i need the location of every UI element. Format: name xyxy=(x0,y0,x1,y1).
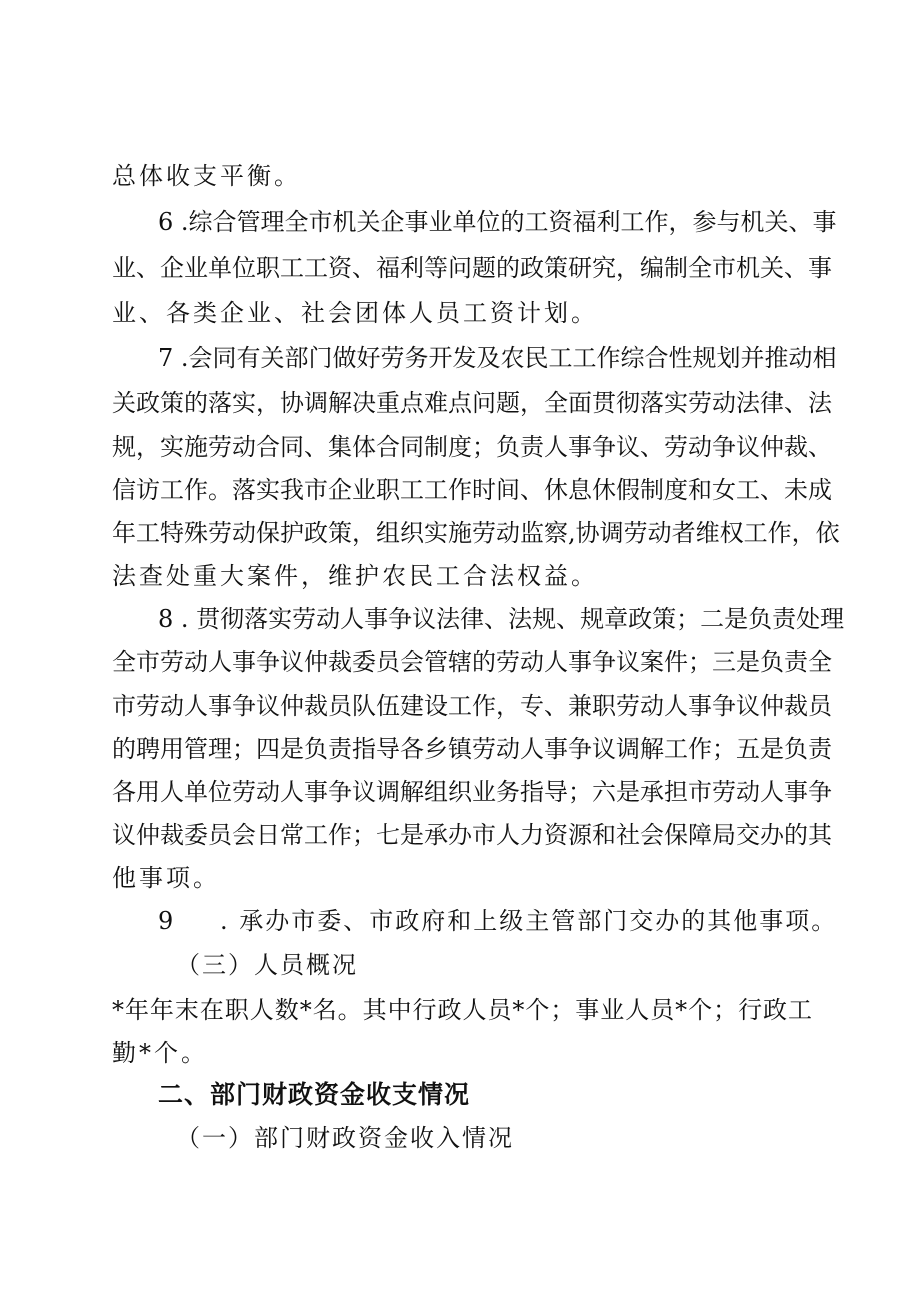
section-2-heading: 二、部门财政资金收支情况 xyxy=(158,1080,471,1109)
item-8-line-3: 市劳动人事争议仲裁员队伍建设工作，专、兼职劳动人事争议仲裁员 xyxy=(112,692,832,720)
item-8-line-4: 的聘用管理；四是负责指导各乡镇劳动人事争议调解工作；五是负责 xyxy=(112,735,832,763)
item-6-line-3: 业、各类企业、社会团体人员工资计划。 xyxy=(112,299,598,327)
item-7-line-2: 关政策的落实，协调解决重点难点问题，全面贯彻落实劳动法律、法 xyxy=(112,389,832,417)
subsection-1-title: （一）部门财政资金收入情况 xyxy=(176,1124,514,1152)
item-8-line-6: 议仲裁委员会日常工作；七是承办市人力资源和社会保障局交办的其 xyxy=(112,821,832,849)
item-8-line-5: 各用人单位劳动人事争议调解组织业务指导；六是承担市劳动人事争 xyxy=(112,778,832,806)
item-8-line-2: 全市劳动人事争议仲裁委员会管辖的劳动人事争议案件；三是负责全 xyxy=(112,648,832,676)
item-6-line-1: 6 .综合管理全市机关企事业单位的工资福利工作，参与机关、事 xyxy=(158,208,837,236)
item-8-line-7: 他事项。 xyxy=(112,864,220,892)
item-8-line-1: 8 . 贯彻落实劳动人事争议法律、法规、规章政策；二是负责处理 xyxy=(158,605,845,633)
item-7-line-1: 7 .会同有关部门做好劳务开发及农民工工作综合性规划并推动相 xyxy=(158,344,837,372)
item-9-number: 9 xyxy=(158,907,176,935)
item-7-line-3: 规，实施劳动合同、集体合同制度；负责人事争议、劳动争议仲裁、 xyxy=(112,433,832,461)
text-line: 总体收支平衡。 xyxy=(112,162,301,190)
section-3-title: （三）人员概况 xyxy=(176,951,358,979)
item-7-line-6: 法查处重大案件，维护农民工合法权益。 xyxy=(112,562,598,590)
staff-line-2: 勤*个。 xyxy=(112,1039,208,1067)
item-6-line-2: 业、企业单位职工工资、福利等问题的政策研究，编制全市机关、事 xyxy=(112,254,832,282)
item-7-line-4: 信访工作。落实我市企业职工工作时间、休息休假制度和女工、未成 xyxy=(112,476,832,504)
item-7-line-5: 年工特殊劳动保护政策，组织实施劳动监察,协调劳动者维权工作，依 xyxy=(112,519,840,547)
staff-line-1: *年年末在职人数*名。其中行政人员*个；事业人员*个；行政工 xyxy=(112,996,812,1024)
item-9-text: . 承办市委、市政府和上级主管部门交办的其他事项。 xyxy=(220,907,838,935)
